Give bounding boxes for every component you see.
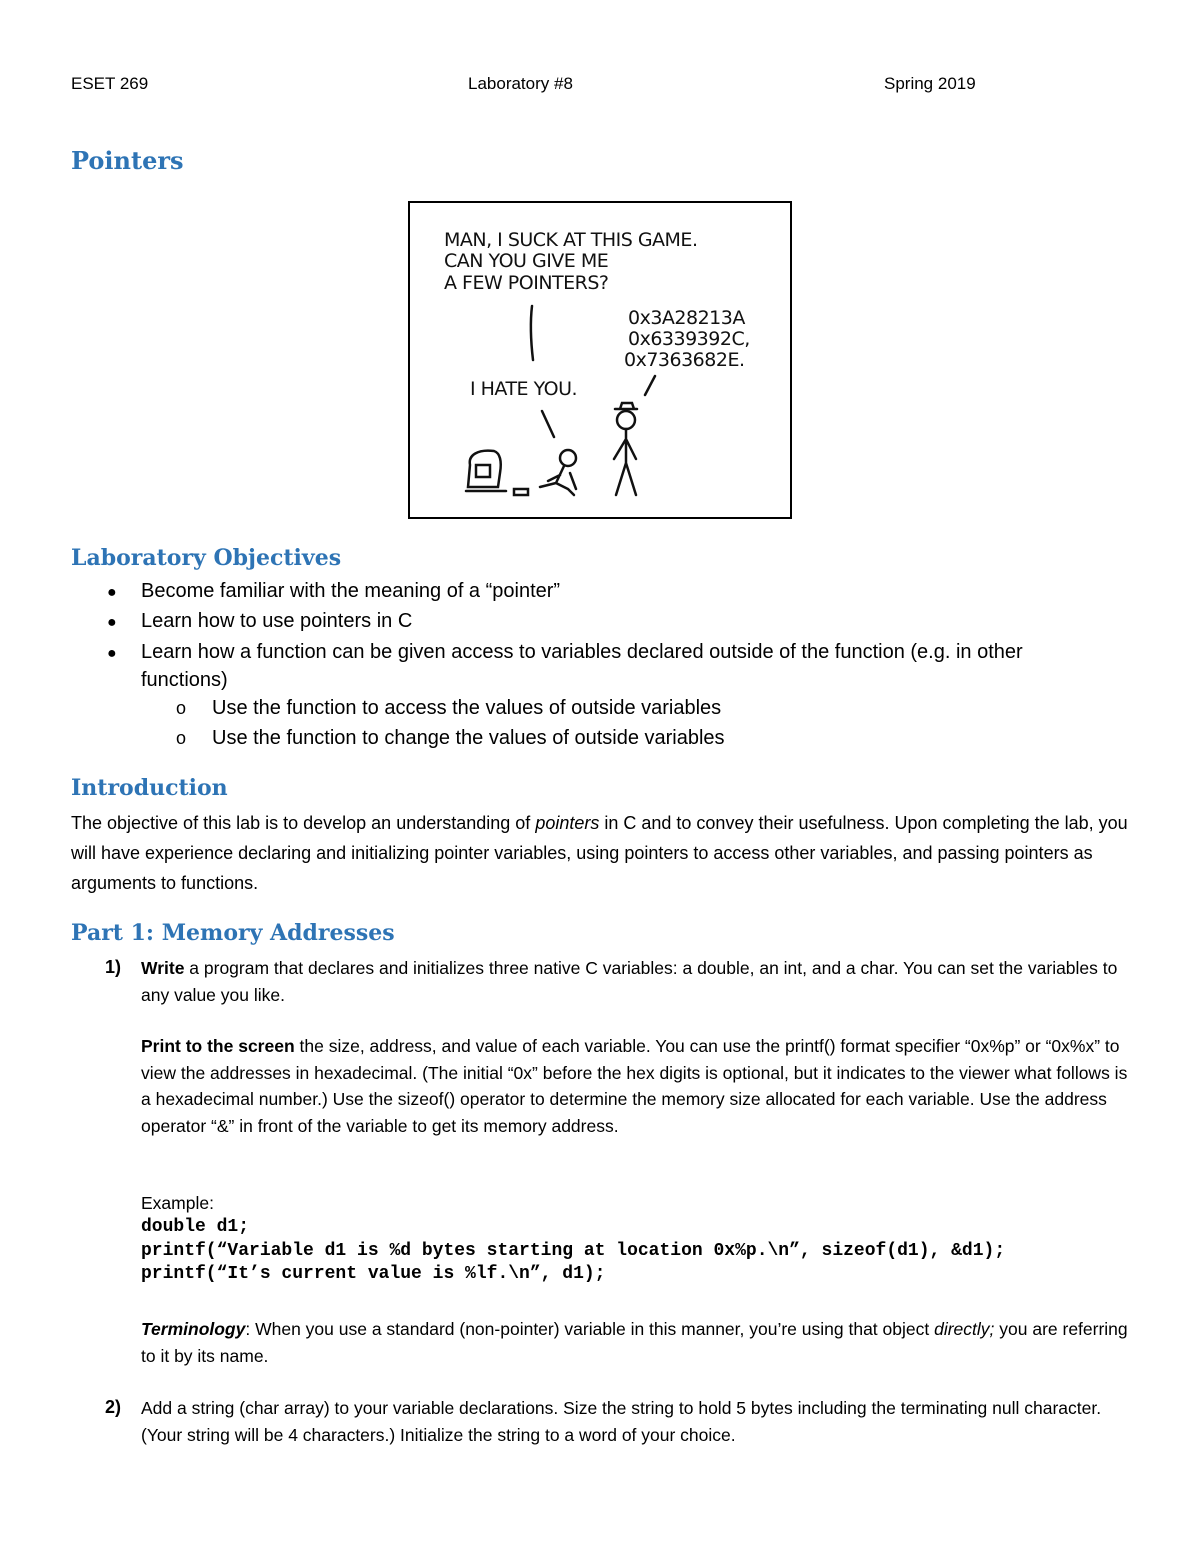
example-label: Example: [141,1193,214,1213]
terminology-text-end: you are referring to it by its name. [141,1319,1128,1366]
introduction-paragraph [71,808,1131,898]
sitting-figure-body [540,466,576,495]
objective-subitem-2: Use the function to change the values of outside variables [212,727,725,749]
write-label: Write [141,958,185,978]
code-line-3: printf(“It’s current value is %lf.\n”, d1); [141,1264,606,1284]
intro-text-rest: in C and to convey their usefulness. Upon completing the lab, you will have experience declaring and initializing pointer variables, using pointers to access other variables, and passing pointers as arguments to functions. [71,813,1128,893]
step-1-write-paragraph [141,955,1136,1008]
stick-figure-body [614,429,636,495]
comic-address-3: 0x7363682E. [624,349,745,371]
xkcd-comic [408,201,792,519]
comic-address-1: 0x3A28213A [628,307,745,329]
computer-monitor [468,451,501,487]
header-course: ESET 269 [71,74,149,93]
computer-screen [476,465,490,477]
bullet-icon: ● [107,645,117,662]
part1-heading: Part 1: Memory Addresses [71,920,395,946]
step-2-paragraph: Add a string (char array) to your variable declarations. Size the string to hold 5 bytes including the terminating null character. (Your string will be 4 characters.) Initialize the string to a word of your choice. [141,1398,1102,1445]
objective-item-1: Become familiar with the meaning of a “pointer” [141,580,561,602]
speech-line-right [645,376,655,395]
print-text: the size, address, and value of each variable. You can use the printf() format specifier “0x%p” or “0x%x” to view the addresses in hexadecimal. (The initial “0x” before the hex digits is optional, but it indicates to the viewer what follows is a hexadecimal number.) Use the sizeof() operator to determine the memory size allocated for each variable. Use the address operator “&” in front of the variable to get its memory address. [141,1036,1128,1136]
comic-address-2: 0x6339392C, [628,328,750,350]
code-line-2: printf(“Variable d1 is %d bytes starting at location 0x%p.\n”, sizeof(d1), &d1); [141,1241,1006,1261]
sub-bullet-icon: o [176,728,187,748]
print-label: Print to the screen [141,1036,295,1056]
comic-text-line2: CAN YOU GIVE ME [444,250,609,272]
page-title: Pointers [71,146,184,175]
comic-text-line1: MAN, I SUCK AT THIS GAME. [444,229,698,251]
speech-line-bottom [542,411,554,437]
step-1-number: 1) [105,957,122,977]
intro-emphasis: pointers [535,813,600,833]
objective-item-2: Learn how to use pointers in C [141,610,413,632]
objective-subitem-1: Use the function to access the values of outside variables [212,697,722,719]
terminology-emphasis: directly; [934,1319,995,1339]
stick-figure-head [617,411,635,429]
sub-bullet-icon: o [176,698,187,718]
keyboard-icon [514,489,528,495]
terminology-text: : When you use a standard (non-pointer) variable in this manner, you’re using that object [245,1319,935,1339]
terminology-paragraph [141,1316,1136,1369]
introduction-heading: Introduction [71,775,228,801]
comic-reply: I HATE YOU. [470,378,578,400]
terminology-label: Terminology [141,1319,246,1339]
objectives-heading: Laboratory Objectives [71,545,342,571]
step-1-print-paragraph [141,1033,1136,1139]
comic-text-line3: A FEW POINTERS? [444,272,609,294]
hat-icon [615,403,637,409]
code-line-1: double d1; [141,1217,250,1237]
speech-line-left [531,306,533,360]
step-2-number: 2) [105,1397,122,1417]
header-term: Spring 2019 [884,74,976,93]
bullet-icon: ● [107,614,117,631]
intro-text-start: The objective of this lab is to develop an understanding of [71,813,536,833]
objective-item-3: Learn how a function can be given access to variables declared outside of the function (e.g. in other [141,641,1023,663]
sitting-figure-head [560,450,576,466]
write-text: a program that declares and initializes three native C variables: a double, an int, and a char. You can set the variables to any value you like. [141,958,1118,1005]
header-lab-number: Laboratory #8 [468,74,573,93]
bullet-icon: ● [107,584,117,601]
objective-item-3-continued: functions) [141,669,228,691]
